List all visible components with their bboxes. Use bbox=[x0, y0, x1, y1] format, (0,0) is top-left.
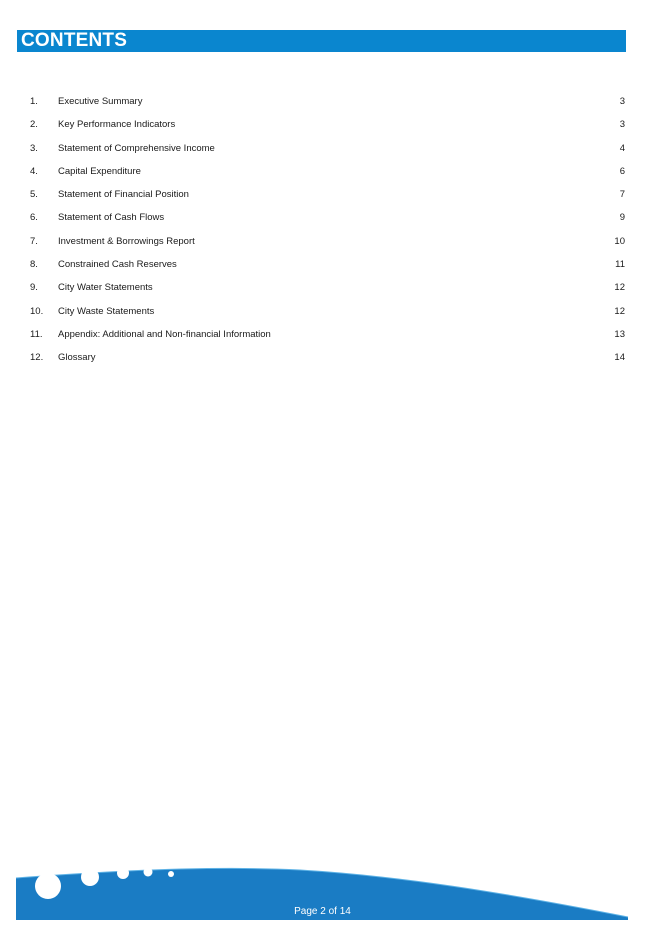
toc-entry[interactable] bbox=[30, 137, 625, 160]
toc-entry-page: 12 bbox=[614, 282, 625, 294]
toc-entry-page: 7 bbox=[619, 189, 625, 201]
toc-entry-title: Statement of Cash Flows bbox=[58, 212, 165, 224]
toc-entry-number: 4. bbox=[30, 165, 38, 177]
toc-entry-title: Investment & Borrowings Report bbox=[58, 235, 195, 247]
toc-entry-title: Capital Expenditure bbox=[58, 165, 141, 177]
toc-entry-number: 6. bbox=[30, 212, 38, 224]
toc-entry[interactable] bbox=[30, 276, 625, 299]
toc-entry-title: City Water Statements bbox=[58, 282, 153, 294]
toc-entry[interactable] bbox=[30, 183, 625, 206]
section-header-bar bbox=[17, 30, 626, 52]
toc-entry[interactable] bbox=[30, 230, 625, 253]
toc-entry-page: 3 bbox=[619, 119, 625, 131]
table-of-contents bbox=[30, 90, 625, 370]
toc-entry-page: 14 bbox=[614, 352, 625, 364]
toc-entry-number: 1. bbox=[30, 96, 38, 107]
toc-entry-number: 2. bbox=[30, 119, 38, 131]
toc-entry-number: 8. bbox=[30, 259, 38, 271]
toc-entry-number: 7. bbox=[30, 235, 38, 247]
page-number: Page 2 of 14 bbox=[294, 906, 351, 917]
toc-entry[interactable] bbox=[30, 323, 625, 346]
toc-entry-title: Glossary bbox=[58, 352, 96, 364]
toc-entry-title: Constrained Cash Reserves bbox=[58, 259, 177, 271]
toc-entry-page: 10 bbox=[614, 235, 625, 247]
toc-entry[interactable] bbox=[30, 346, 625, 369]
toc-entry-title: Appendix: Additional and Non-financial Information bbox=[58, 328, 271, 340]
toc-entry[interactable] bbox=[30, 113, 625, 136]
toc-entry-title: Statement of Financial Position bbox=[58, 189, 189, 201]
toc-entry-page: 3 bbox=[619, 96, 625, 107]
toc-entry-page: 13 bbox=[614, 328, 625, 340]
toc-entry[interactable] bbox=[30, 253, 625, 276]
toc-entry-page: 11 bbox=[615, 259, 625, 271]
toc-entry[interactable] bbox=[30, 90, 625, 113]
toc-entry-title: City Waste Statements bbox=[58, 305, 155, 317]
toc-entry-number: 9. bbox=[30, 282, 38, 294]
toc-entry-number: 11. bbox=[30, 328, 43, 340]
toc-entry[interactable] bbox=[30, 160, 625, 183]
toc-entry-page: 6 bbox=[619, 165, 625, 177]
toc-entry-page: 4 bbox=[619, 142, 625, 154]
toc-entry-title: Key Performance Indicators bbox=[58, 119, 176, 131]
page-title: CONTENTS bbox=[21, 30, 128, 51]
toc-entry-page: 12 bbox=[614, 305, 625, 317]
toc-entry-title: Statement of Comprehensive Income bbox=[58, 142, 215, 154]
toc-entry-number: 12. bbox=[30, 352, 44, 364]
toc-entry-number: 3. bbox=[30, 142, 38, 154]
toc-entry-title: Executive Summary bbox=[58, 96, 143, 107]
toc-entry-page: 9 bbox=[619, 212, 625, 224]
toc-entry[interactable] bbox=[30, 206, 625, 229]
page-footer bbox=[0, 860, 645, 926]
toc-entry-number: 10. bbox=[30, 305, 44, 317]
toc-entry[interactable] bbox=[30, 300, 625, 323]
toc-entry-number: 5. bbox=[30, 189, 38, 201]
